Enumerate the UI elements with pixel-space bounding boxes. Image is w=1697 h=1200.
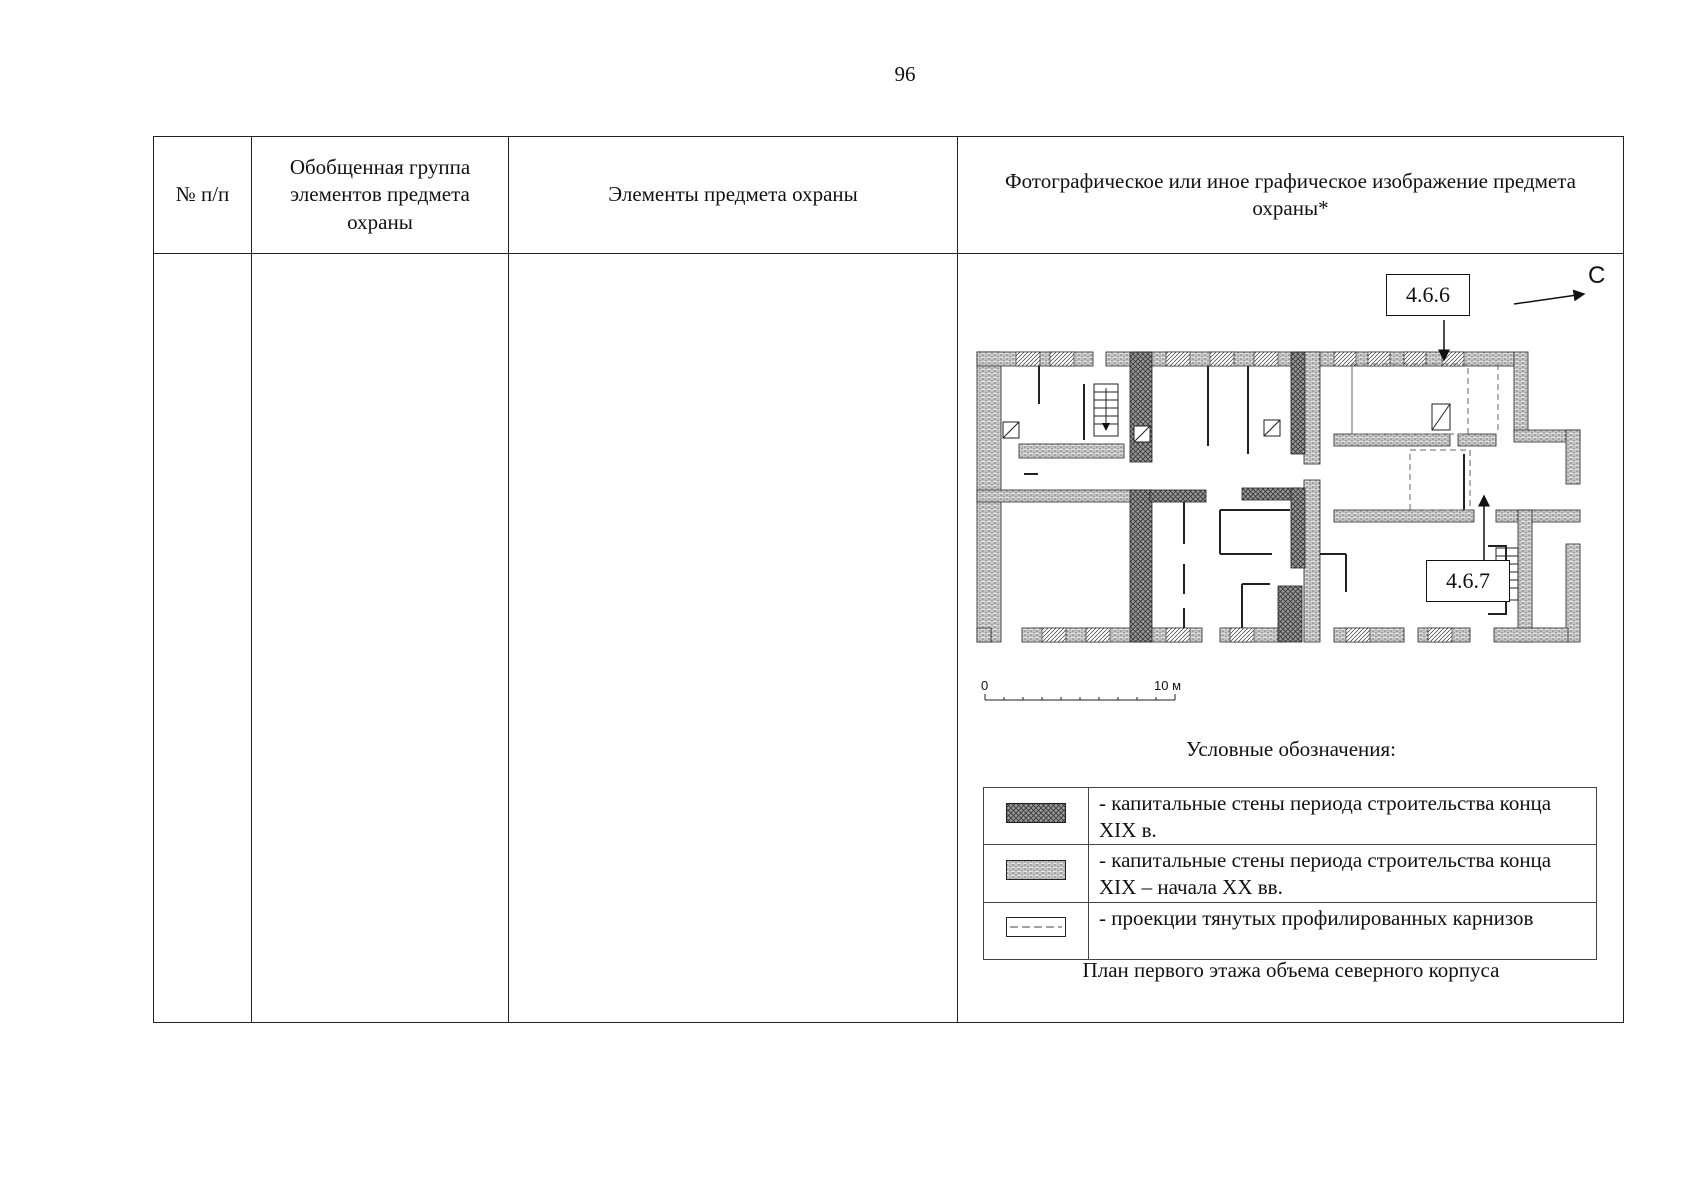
legend-row <box>984 845 1597 902</box>
cell-group <box>252 254 509 1023</box>
brick-swatch <box>984 845 1089 902</box>
plan-caption: План первого этажа объема северного корпуса <box>1082 958 1500 982</box>
table-row <box>154 254 1624 1023</box>
legend-title: Условные обозначения: <box>1185 737 1397 761</box>
north-label: С <box>1588 262 1606 289</box>
callout-4-6-6: 4.6.6 <box>1386 274 1470 316</box>
scale-bar <box>985 694 1175 700</box>
crosshatch-swatch <box>984 788 1089 845</box>
legend-table <box>983 787 1597 960</box>
callout-4-6-7: 4.6.7 <box>1426 560 1510 602</box>
scale-start-label: 0 <box>981 678 989 693</box>
cell-number <box>154 254 252 1023</box>
header-number: № п/п <box>154 137 252 254</box>
crosshatch-walls <box>1130 352 1305 642</box>
legend-text-cornice: - проекции тянутых профилированных карнизов <box>1089 902 1597 959</box>
floor-plan-drawing <box>958 254 1624 734</box>
cell-elements <box>509 254 958 1023</box>
cell-image <box>958 254 1624 1023</box>
header-group: Обобщенная группа элементов предмета охраны <box>252 137 509 254</box>
header-elements: Элементы предмета охраны <box>509 137 958 254</box>
legend-text-19-20c: - капитальные стены периода строительства конца XIX – начала XX вв. <box>1089 845 1597 902</box>
legend-row <box>984 788 1597 845</box>
page-number: 96 <box>894 62 916 86</box>
table-header-row <box>154 137 1624 254</box>
header-image: Фотографическое или иное графическое изображение предмета охраны* <box>958 137 1624 254</box>
scale-end-label: 10 м <box>1154 678 1182 693</box>
legend-text-19c: - капитальные стены периода строительства конца XIX в. <box>1089 788 1597 845</box>
protection-subject-table <box>153 136 1624 1023</box>
legend-row <box>984 902 1597 959</box>
dashed-swatch <box>984 902 1089 959</box>
